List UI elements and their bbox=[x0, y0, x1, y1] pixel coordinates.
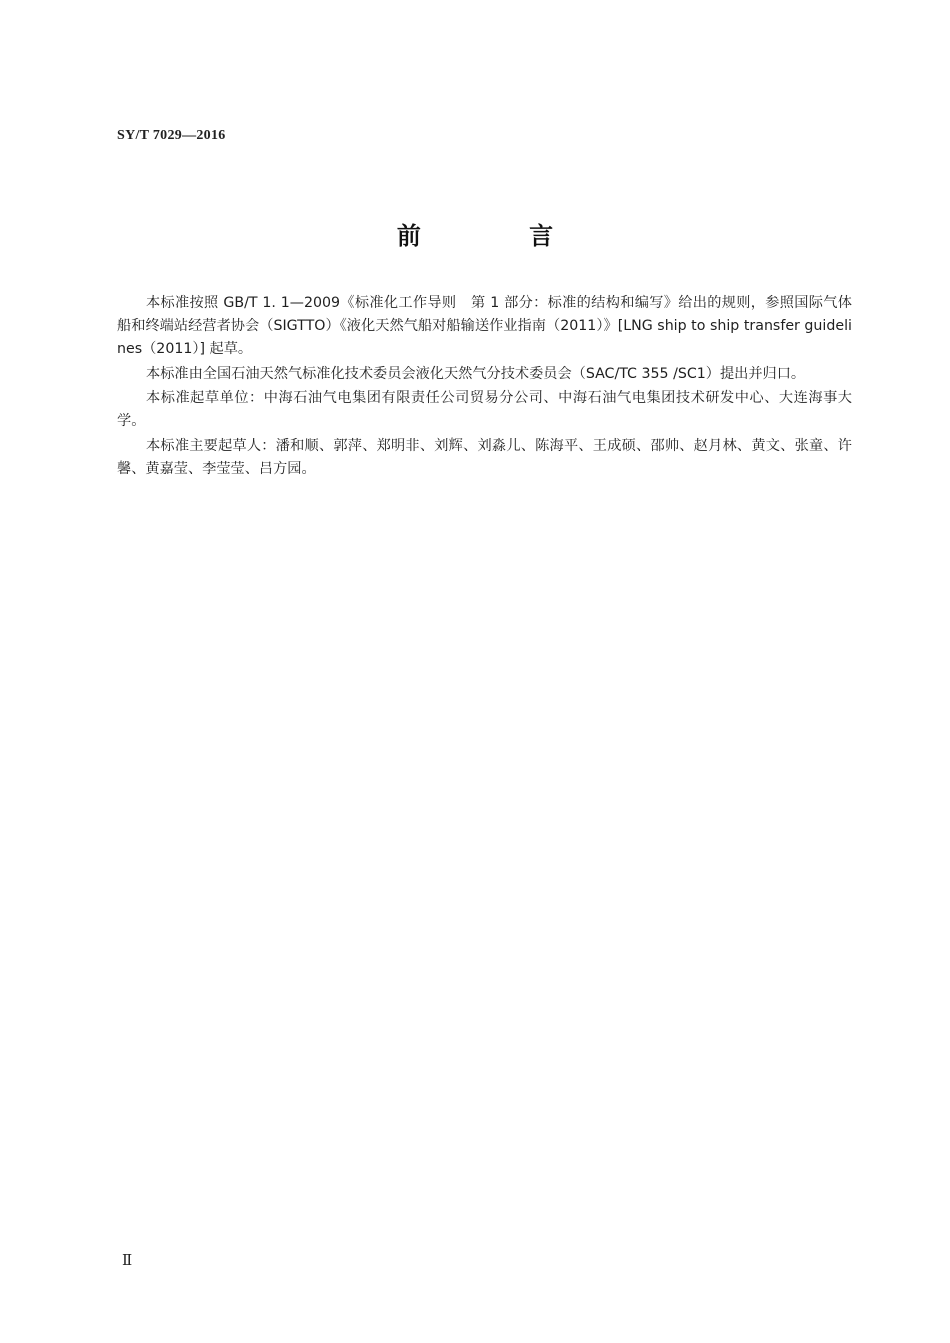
standard-code: SY/T 7029—2016 bbox=[117, 128, 226, 143]
paragraph-proposer: 本标准由全国石油天然气标准化技术委员会液化天然气分技术委员会（SAC/TC 355 /SC1）提出并归口。 bbox=[146, 365, 806, 382]
preface-body bbox=[117, 292, 852, 482]
page-title: 前 言 bbox=[396, 222, 604, 250]
paragraph-drafting-rules: 本标准按照 GB/T 1. 1—2009《标准化工作导则 第 1 部分：标准的结构和编写》给出的规则，参照国际气体船和终端站经营者协会（SIGTTO）《液化天然气船对船输送作业指南（2011）》[LNG ship to ship transfer guidelines（2011）] 起草。 bbox=[117, 295, 852, 357]
paragraph-drafting-units: 本标准起草单位：中海石油气电集团有限责任公司贸易分公司、中海石油气电集团技术研发中心、大连海事大学。 bbox=[117, 390, 852, 429]
page-number: Ⅱ bbox=[122, 1253, 133, 1269]
paragraph-drafters: 本标准主要起草人：潘和顺、郭萍、郑明非、刘辉、刘淼儿、陈海平、王成硕、邵帅、赵月林、黄文、张童、许馨、黄嘉莹、李莹莹、吕方园。 bbox=[117, 437, 852, 477]
